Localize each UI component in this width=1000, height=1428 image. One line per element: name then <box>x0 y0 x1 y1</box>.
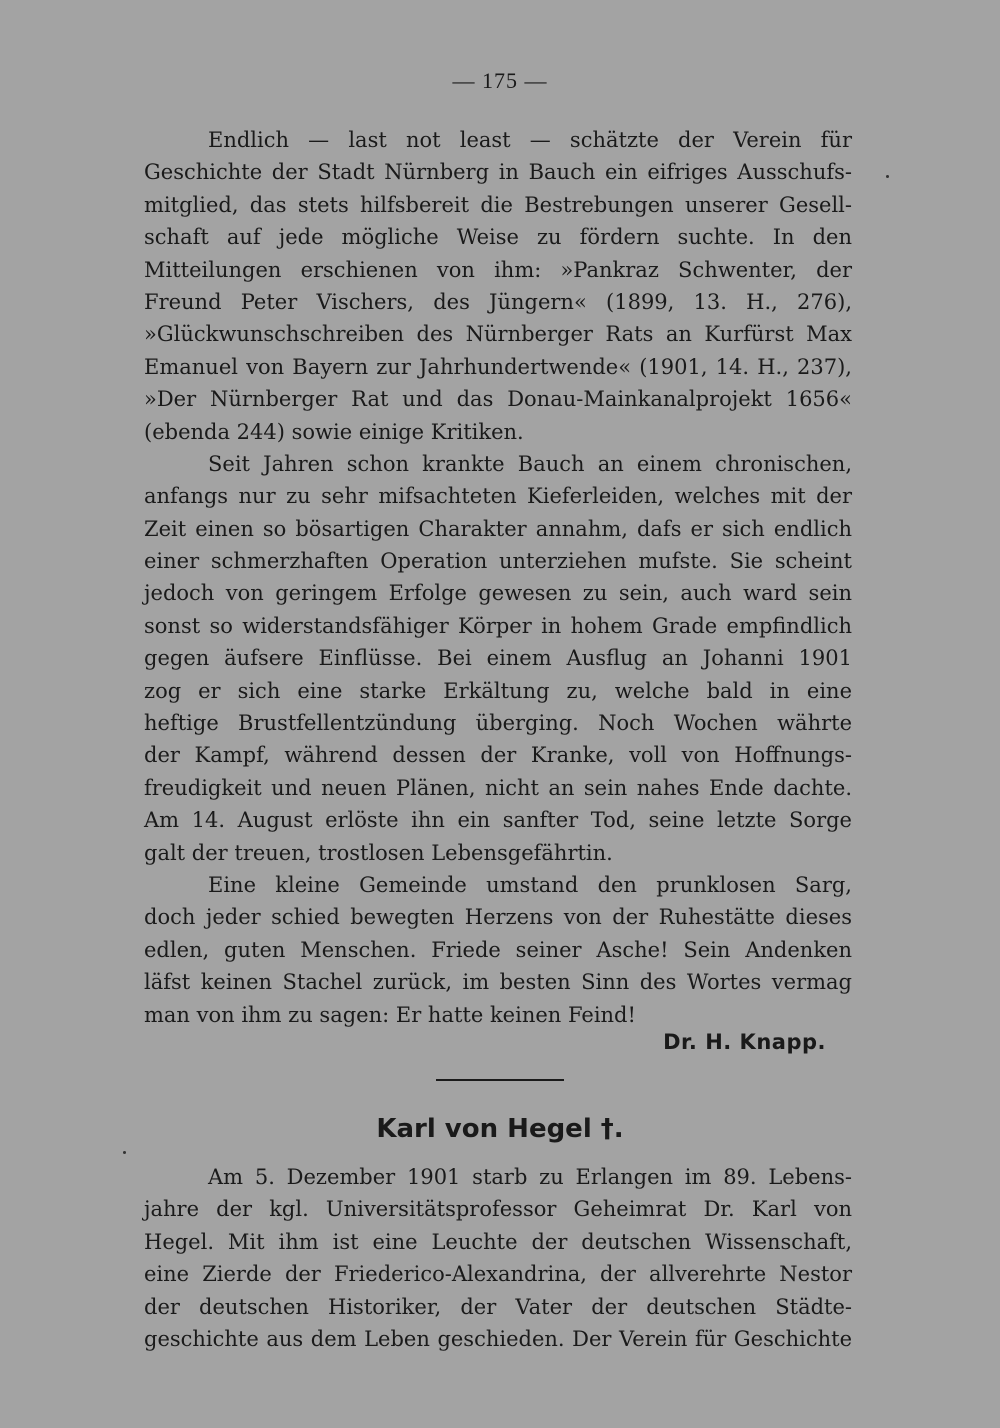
text-line: Hegel. Mit ihm ist eine Leuchte der deutschen Wissenschaft, <box>144 1229 852 1254</box>
text-line: geschichte aus dem Leben geschieden. Der Verein für Geschichte <box>144 1326 852 1351</box>
text-line: heftige Brustfellentzündung überging. Noch Wochen währte <box>144 711 852 736</box>
page-number: — 175 — <box>452 68 548 93</box>
text-line: einer schmerzhaften Operation unterziehen mufste. Sie scheint <box>144 549 852 574</box>
scan-speck <box>886 175 889 178</box>
text-line: mitglied, das stets hilfsbereit die Bestrebungen unserer Gesell- <box>144 192 852 217</box>
bauch-obituary-text <box>144 124 852 1031</box>
text-line: jahre der kgl. Universitätsprofessor Geheimrat Dr. Karl von <box>144 1197 852 1222</box>
text-line: Am 5. Dezember 1901 starb zu Erlangen im 89. Lebens- <box>208 1165 852 1189</box>
text-line: galt der treuen, trostlosen Lebensgefährtin. <box>144 840 613 865</box>
hegel-obituary-text <box>144 1161 852 1355</box>
text-line: freudigkeit und neuen Plänen, nicht an sein nahes Ende dachte. <box>144 775 852 800</box>
text-line: Endlich — last not least — schätzte der Verein für <box>208 128 852 152</box>
text-line: doch jeder schied bewegten Herzens von der Ruhestätte dieses <box>144 905 852 930</box>
text-line: Emanuel von Bayern zur Jahrhundertwende« (1901, 14. H., 237), <box>144 354 852 379</box>
section-heading: Karl von Hegel †. <box>376 1114 624 1144</box>
text-line: der deutschen Historiker, der Vater der deutschen Städte- <box>144 1294 852 1319</box>
text-line: sonst so widerstandsfähiger Körper in hohem Grade empfindlich <box>144 613 852 638</box>
author-signature: Dr. H. Knapp. <box>663 1030 826 1054</box>
text-line: Seit Jahren schon krankte Bauch an einem chronischen, <box>208 451 852 476</box>
text-line: man von ihm zu sagen: Er hatte keinen Feind! <box>144 1002 636 1027</box>
text-line: Zeit einen so bösartigen Charakter annahm, dafs er sich endlich <box>144 516 852 541</box>
text-line: (ebenda 244) sowie einige Kritiken. <box>144 419 524 444</box>
text-line: Geschichte der Stadt Nürnberg in Bauch ein eifriges Ausschufs- <box>144 160 852 185</box>
text-line: anfangs nur zu sehr mifsachteten Kieferleiden, welches mit der <box>144 484 852 509</box>
scan-speck <box>123 1151 126 1154</box>
text-line: Mitteilungen erschienen von ihm: »Pankraz Schwenter, der <box>144 257 852 282</box>
text-line: Freund Peter Vischers, des Jüngern« (1899, 13. H., 276), <box>144 289 852 314</box>
text-line: eine Zierde der Friederico-Alexandrina, der allverehrte Nestor <box>144 1262 852 1287</box>
text-line: gegen äufsere Einflüsse. Bei einem Ausflug an Johanni 1901 <box>144 646 852 671</box>
text-line: »Der Nürnberger Rat und das Donau-Mainkanalprojekt 1656« <box>144 387 852 412</box>
text-line: »Glückwunschschreiben des Nürnberger Rats an Kurfürst Max <box>144 322 852 347</box>
text-line: der Kampf, während dessen der Kranke, voll von Hoffnungs- <box>144 743 852 768</box>
text-line: schaft auf jede mögliche Weise zu fördern suchte. In den <box>144 225 852 250</box>
text-line: jedoch von geringem Erfolge gewesen zu sein, auch ward sein <box>144 581 852 606</box>
text-line: zog er sich eine starke Erkältung zu, welche bald in eine <box>144 678 852 703</box>
text-line: Eine kleine Gemeinde umstand den prunklosen Sarg, <box>208 872 852 897</box>
text-line: Am 14. August erlöste ihn ein sanfter Tod, seine letzte Sorge <box>144 808 852 833</box>
section-divider <box>436 1079 564 1081</box>
text-line: edlen, guten Menschen. Friede seiner Asche! Sein Andenken <box>144 937 852 962</box>
text-line: läfst keinen Stachel zurück, im besten Sinn des Wortes vermag <box>144 970 852 995</box>
